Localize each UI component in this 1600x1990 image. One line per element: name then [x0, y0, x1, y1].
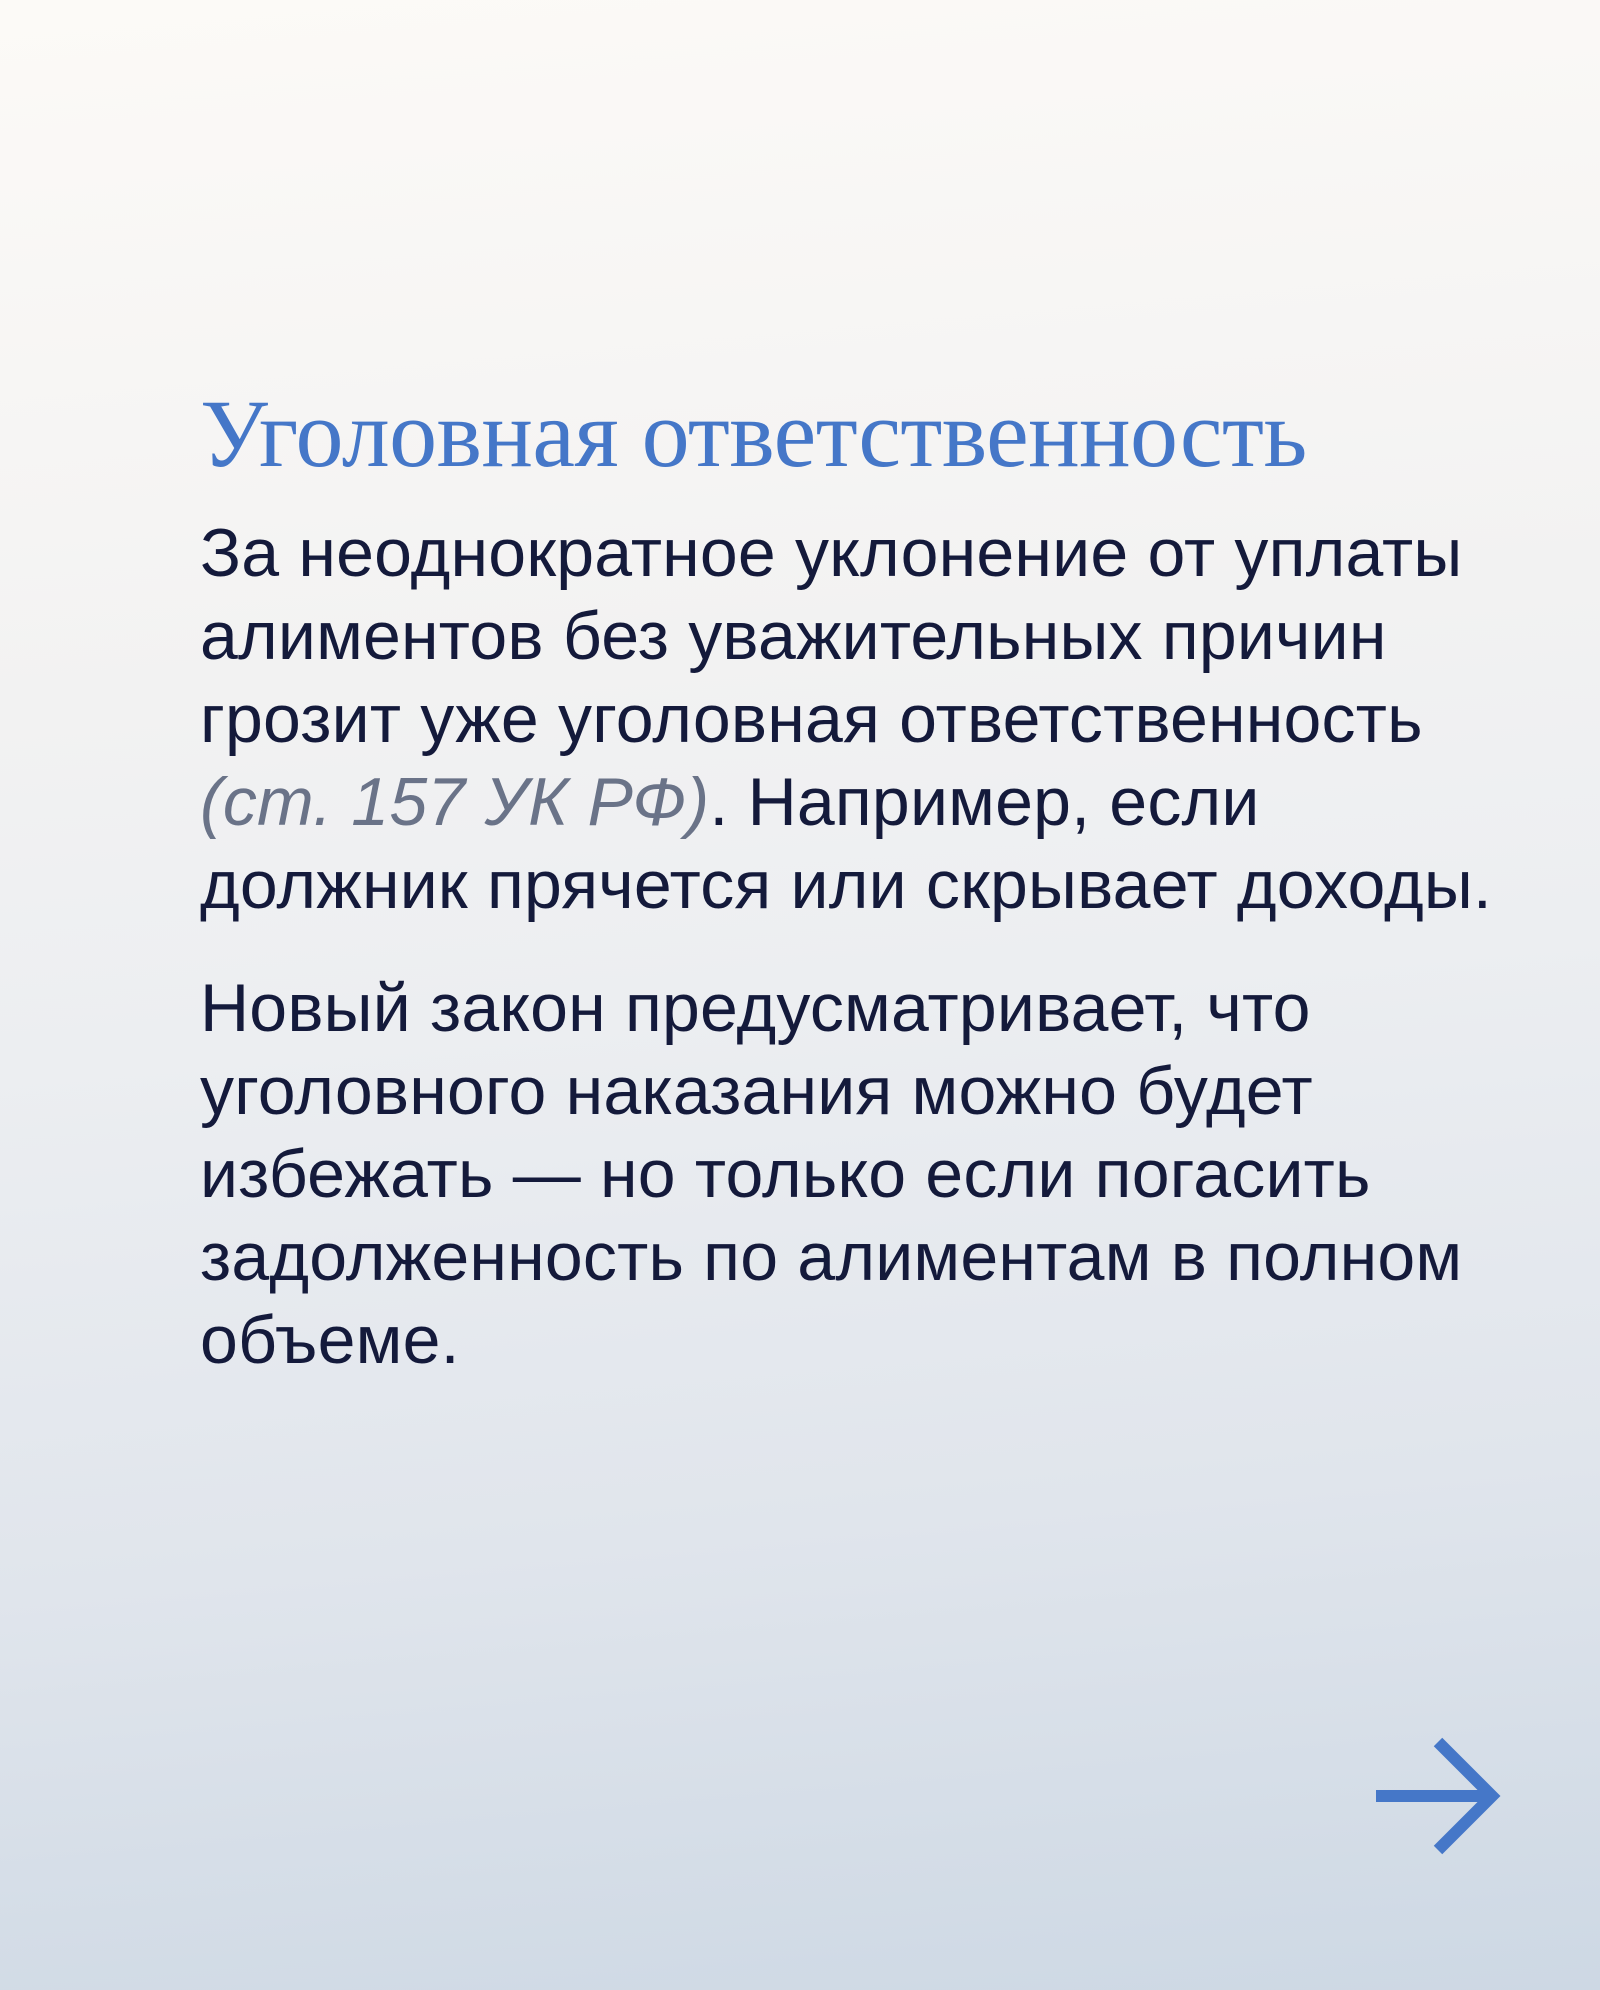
- slide-content: [200, 380, 1500, 1382]
- page-title: Уголовная ответственность: [200, 380, 1307, 487]
- paragraph-text-continued: . Например, если должник прячется или скрывает доходы.: [200, 764, 1493, 923]
- law-reference: (ст. 157 УК РФ): [200, 764, 710, 840]
- arrow-right-icon: [1372, 1736, 1502, 1856]
- paragraph-criminal-liability: [200, 512, 1500, 927]
- paragraph-text: За неоднократное уклонение от уплаты алиментов без уважительных причин грозит уже уголовная ответственность: [200, 515, 1463, 757]
- paragraph-new-law: Новый закон предусматривает, что уголовного наказания можно будет избежать — но только если погасить задолженность по алиментам в полном объеме.: [200, 970, 1463, 1378]
- next-slide-button[interactable]: [1372, 1736, 1502, 1856]
